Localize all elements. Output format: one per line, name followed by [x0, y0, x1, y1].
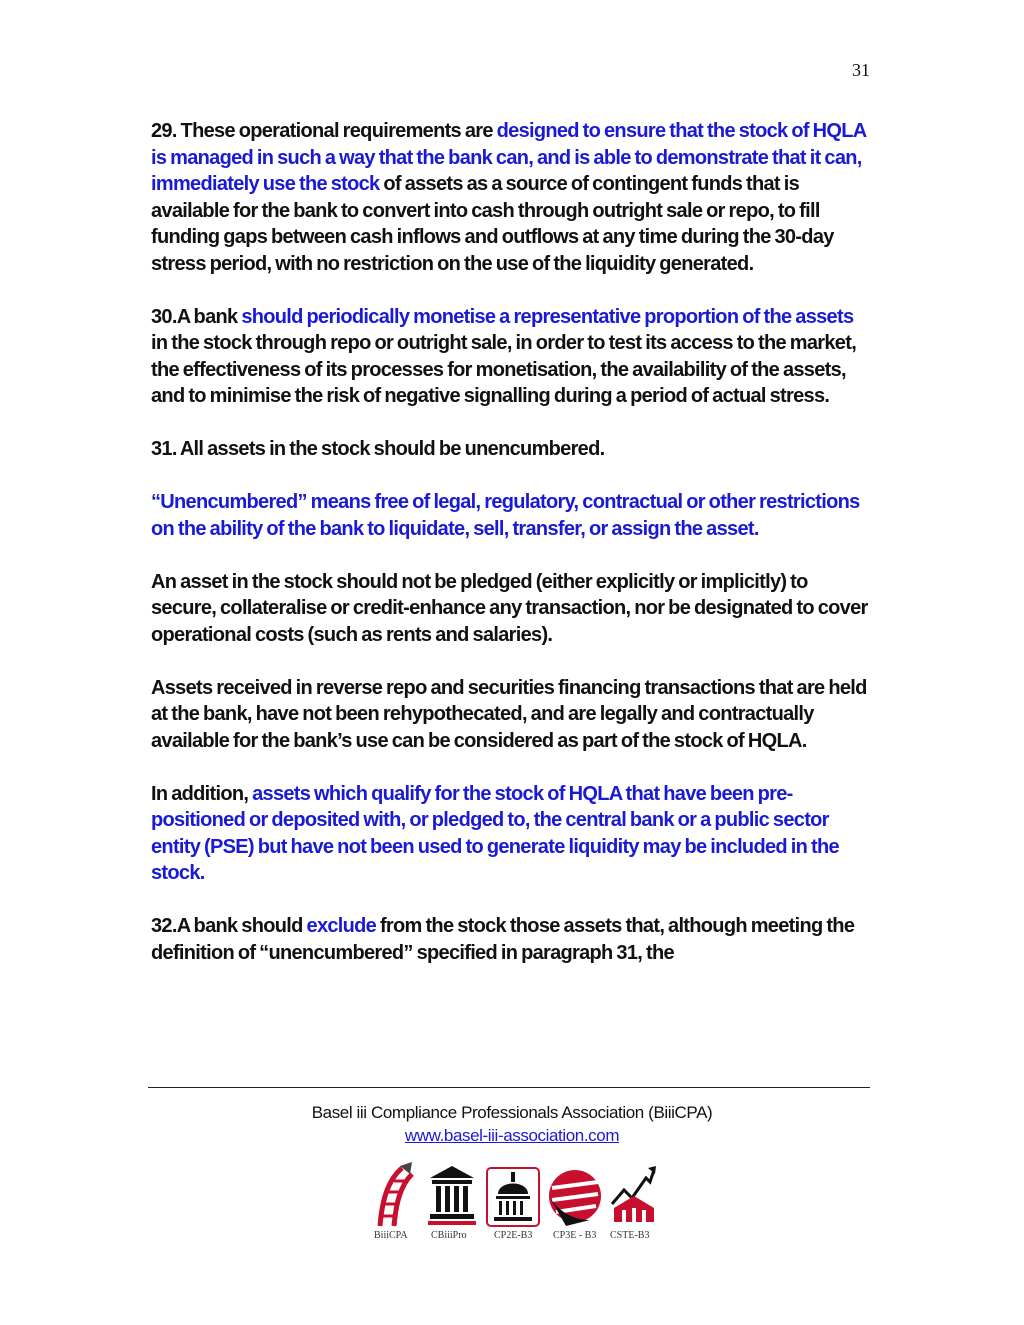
logo-caption-cp2e: CP2E-B3 [494, 1230, 533, 1241]
dome-building-logo [486, 1160, 540, 1228]
columns-building-logo [426, 1160, 478, 1228]
addition-text: In addition, [151, 782, 253, 805]
logo-caption-cste: CSTE-B3 [610, 1230, 650, 1241]
page-number: 31 [852, 60, 870, 80]
paragraph-31-pledge [151, 569, 871, 649]
rising-chart-logo [610, 1160, 658, 1228]
paragraph-30-text: 30.A bank [151, 305, 242, 328]
paragraph-31-definition [151, 489, 871, 542]
paragraph-30-text-end: in the stock through repo or outright sale, in order to test its access to the market, the effectiveness of its processes for monetisation, the availability of the assets, and to minimise the risk of negative signalling during a period of actual stress. [151, 332, 857, 407]
unencumbered-definition: “Unencumbered” means free of legal, regulatory, contractual or other restrictions on the ability of the bank to liquidate, sell, transfer, or assign the asset. [151, 491, 860, 540]
paragraph-29-highlight: designed to ensure that the stock of HQLA is managed in such a way that the bank can, and is able to demonstrate that it can, immediately use the stock [151, 120, 866, 195]
paragraph-29-text-end: of assets as a source of contingent funds that is available for the bank to convert into cash through outright sale or repo, to fill funding gaps between cash inflows and outflows at any time during the 30-day stress period, with no restriction on the use of the liquidity generated. [151, 173, 834, 275]
footer [148, 1101, 876, 1147]
logo-caption-cbiiipro: CBiiiPro [431, 1230, 467, 1241]
logo-caption-cp3e: CP3E - B3 [553, 1230, 597, 1241]
ladder-arrow-logo [372, 1160, 420, 1228]
paragraph-32 [151, 913, 871, 966]
footer-divider [148, 1087, 870, 1088]
logo-caption-biiicpa: BiiiCPA [374, 1230, 408, 1241]
paragraph-31-text: 31. All assets in the stock should be unencumbered. [151, 438, 605, 460]
footer-organization: Basel iii Compliance Professionals Association (BiiiCPA) [311, 1103, 713, 1122]
paragraph-31-reverse-repo [151, 675, 871, 755]
document-body [151, 118, 871, 993]
paragraph-32-text-end: from the stock those assets that, although meeting the definition of “unencumbered” specified in paragraph 31, the [151, 915, 855, 964]
footer-website-link[interactable]: www.basel-iii-association.com [404, 1126, 620, 1145]
paragraph-32-highlight: exclude [306, 915, 377, 937]
red-globe-logo [546, 1160, 604, 1228]
paragraph-29-text: 29. These operational requirements are [151, 120, 497, 142]
paragraph-32-text: 32.A bank should [151, 915, 307, 937]
paragraph-29 [151, 118, 871, 277]
paragraph-31 [151, 436, 871, 463]
paragraph-31-addition [151, 781, 871, 887]
logo-strip [360, 1160, 670, 1250]
addition-highlight: assets which qualify for the stock of HQLA that have been pre-positioned or deposited with, or pledged to, the central bank or a public sector entity (PSE) but have not been used to generate liquidity may be included in the stock. [151, 782, 839, 884]
paragraph-30-highlight: should periodically monetise a representative proportion of the assets [241, 305, 854, 328]
pledge-text: An asset in the stock should not be pledged (either explicitly or implicitly) to secure, collateralise or credit-enhance any transaction, nor be designated to cover operational costs (such as rents and salaries). [151, 570, 868, 646]
reverse-repo-text: Assets received in reverse repo and securities financing transactions that are held at the bank, have not been rehypothecated, and are legally and contractually available for the bank’s use can be considered as part of the stock of HQLA. [151, 676, 867, 752]
paragraph-30 [151, 304, 871, 410]
